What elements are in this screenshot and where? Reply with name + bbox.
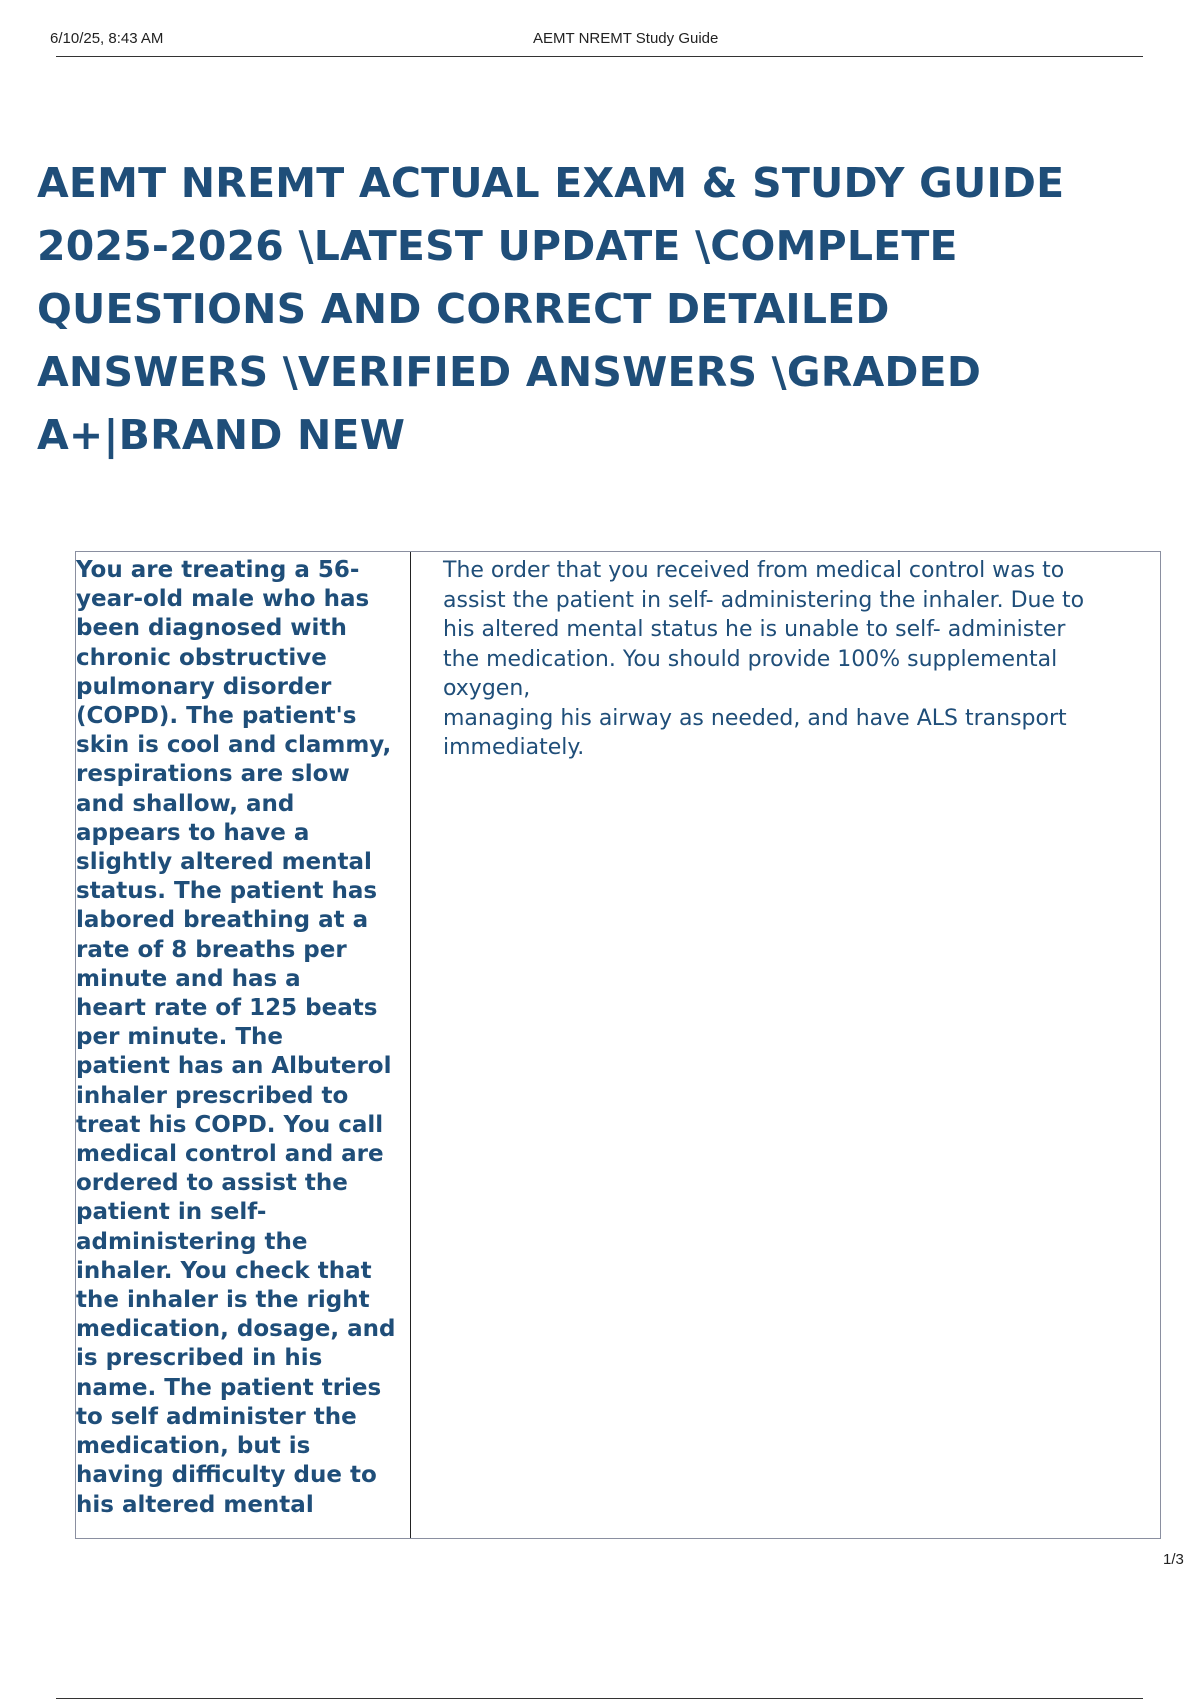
question-line: treat his COPD. You call (76, 1111, 384, 1138)
question-line: labored breathing at a (76, 907, 369, 934)
header-divider (56, 56, 1143, 57)
question-line: inhaler prescribed to (76, 1082, 349, 1109)
question-line: name. The patient tries (76, 1374, 382, 1401)
question-line: rate of 8 breaths per (76, 936, 347, 963)
question-line: having difficulty due to (76, 1462, 377, 1489)
question-line: slightly altered mental (76, 849, 372, 876)
question-line: skin is cool and clammy, (76, 732, 392, 759)
question-line: is prescribed in his (76, 1345, 323, 1372)
question-line: medication, but is (76, 1433, 311, 1460)
answer-cell (443, 556, 1158, 763)
answer-line: managing his airway as needed, and have ALS transport (443, 705, 1067, 731)
answer-line: assist the patient in self- administering the inhaler. Due to (443, 587, 1085, 613)
answer-line: the medication. You should provide 100% supplemental (443, 646, 1058, 672)
answer-line: The order that you received from medical control was to (443, 558, 1065, 583)
question-line: and shallow, and (76, 790, 295, 817)
question-line: inhaler. You check that (76, 1257, 372, 1284)
question-line: medical control and are (76, 1141, 384, 1168)
question-line: status. The patient has (76, 878, 378, 905)
question-line: to self administer the (76, 1403, 357, 1430)
question-line: ordered to assist the (76, 1170, 348, 1197)
question-line: minute and has a (76, 965, 301, 992)
question-answer-table (75, 551, 1161, 1539)
title-line: 2025-2026 \LATEST UPDATE \COMPLETE (37, 222, 958, 270)
question-line: pulmonary disorder (76, 673, 332, 700)
question-line: year-old male who has (76, 586, 370, 613)
question-line: the inhaler is the right (76, 1287, 370, 1314)
answer-line: immediately. (443, 735, 585, 760)
print-date: 6/10/25, 8:43 AM (50, 30, 164, 47)
print-header-title: AEMT NREMT Study Guide (533, 30, 719, 47)
title-line: AEMT NREMT ACTUAL EXAM & STUDY GUIDE (37, 159, 1065, 207)
answer-line: his altered mental status he is unable to self- administer (443, 617, 1066, 642)
question-line: per minute. The (76, 1024, 284, 1051)
question-line: patient in self- (76, 1199, 267, 1226)
question-line: been diagnosed with (76, 615, 347, 642)
question-line: his altered mental (76, 1491, 314, 1518)
question-line: appears to have a (76, 819, 310, 846)
question-line: heart rate of 125 beats (76, 995, 378, 1022)
question-line: You are treating a 56- (76, 557, 360, 583)
question-line: administering the (76, 1228, 308, 1255)
question-line: chronic obstructive (76, 644, 327, 671)
question-cell (76, 552, 411, 1538)
footer-divider (56, 1698, 1143, 1699)
question-line: (COPD). The patient's (76, 703, 357, 730)
answer-line: oxygen, (443, 676, 531, 701)
page-number: 1/3 (1163, 1551, 1184, 1568)
title-line: A+|BRAND NEW (37, 411, 406, 459)
document-title (37, 152, 1177, 467)
question-line: medication, dosage, and (76, 1316, 396, 1343)
title-line: ANSWERS \VERIFIED ANSWERS \GRADED (37, 348, 982, 396)
question-line: respirations are slow (76, 761, 350, 788)
title-line: QUESTIONS AND CORRECT DETAILED (37, 285, 890, 333)
question-line: patient has an Albuterol (76, 1053, 392, 1080)
